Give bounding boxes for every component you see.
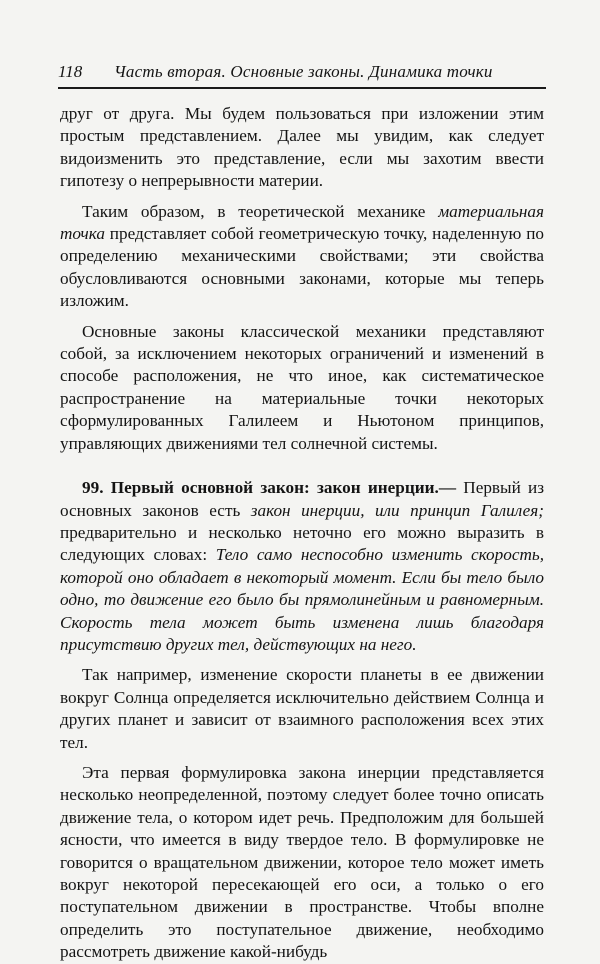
law-statement: Тело само неспособно изменить скорость, которой оно обладает в некоторый момент. Если бы тело было одно, то движение его было бы прямолинейным и равномерным. Скорость тела может быть изменена лишь благодаря присутствию других тел, действующих на него. — [60, 545, 544, 654]
body-text — [60, 103, 544, 964]
running-header — [58, 60, 546, 84]
section-99 — [60, 477, 544, 656]
section-99-text-c: предварительно и несколько неточно его можно выразить в следующих словах: — [60, 522, 544, 565]
header-rule — [58, 87, 546, 89]
paragraph-5: Так например, изменение скорости планеты в ее движении вокруг Солнца определяется исключительно действием Солнца и других планет и зависит от взаимного расположения всех этих тел. — [60, 665, 544, 752]
term-material-point: материальная точка — [60, 201, 544, 244]
paragraph-2-text-a: Таким образом, в теоретической механике — [82, 201, 439, 221]
page-number: 118 — [58, 62, 83, 81]
paragraph-3: Основные законы классической механики представляют собой, за исключением некоторых ограничений и изменений в способе расположения, не что иное, как систематическое распространение на материальные точки некоторых сформулированных Галилеем и Ньютоном принципов, управляющих движениями тел солнечной системы. — [60, 321, 544, 453]
section-99-text-a: Первый из основных законов есть — [60, 478, 544, 520]
paragraph-2 — [60, 201, 544, 313]
paragraph-6: Эта первая формулировка закона инерции представляется несколько неопределенной, поэтому следует более точно описать движение тела, о котором идет речь. Предположим для большей ясности, что имеется в виду твердое тело. В формулировке не говорится о вращательном движении, которое тело может иметь вокруг некоторой пересекающей его оси, а только о его поступательном движении в пространстве. Чтобы вполне определить это поступательное движение, необходимо рассмотреть движение какой-нибудь — [60, 762, 544, 962]
section-99-heading: 99. Первый основной закон: закон инерции.— — [82, 478, 457, 498]
term-law-of-inertia: закон инерции, или принцип Галилея; — [250, 500, 544, 520]
paragraph-1: друг от друга. Мы будем пользоваться при изложении этим простым представлением. Далее мы увидим, как следует видоизменить это представление, если мы захотим ввести гипотезу о непрерывности материи. — [60, 104, 544, 191]
paragraph-2-text-c: представляет собой геометрическую точку, наделенную по определению механическими свойствами; эти свойства обусловливаются основными законами, которые мы теперь изложим. — [60, 224, 544, 311]
running-title: Часть вторая. Основные законы. Динамика точки — [114, 62, 493, 81]
